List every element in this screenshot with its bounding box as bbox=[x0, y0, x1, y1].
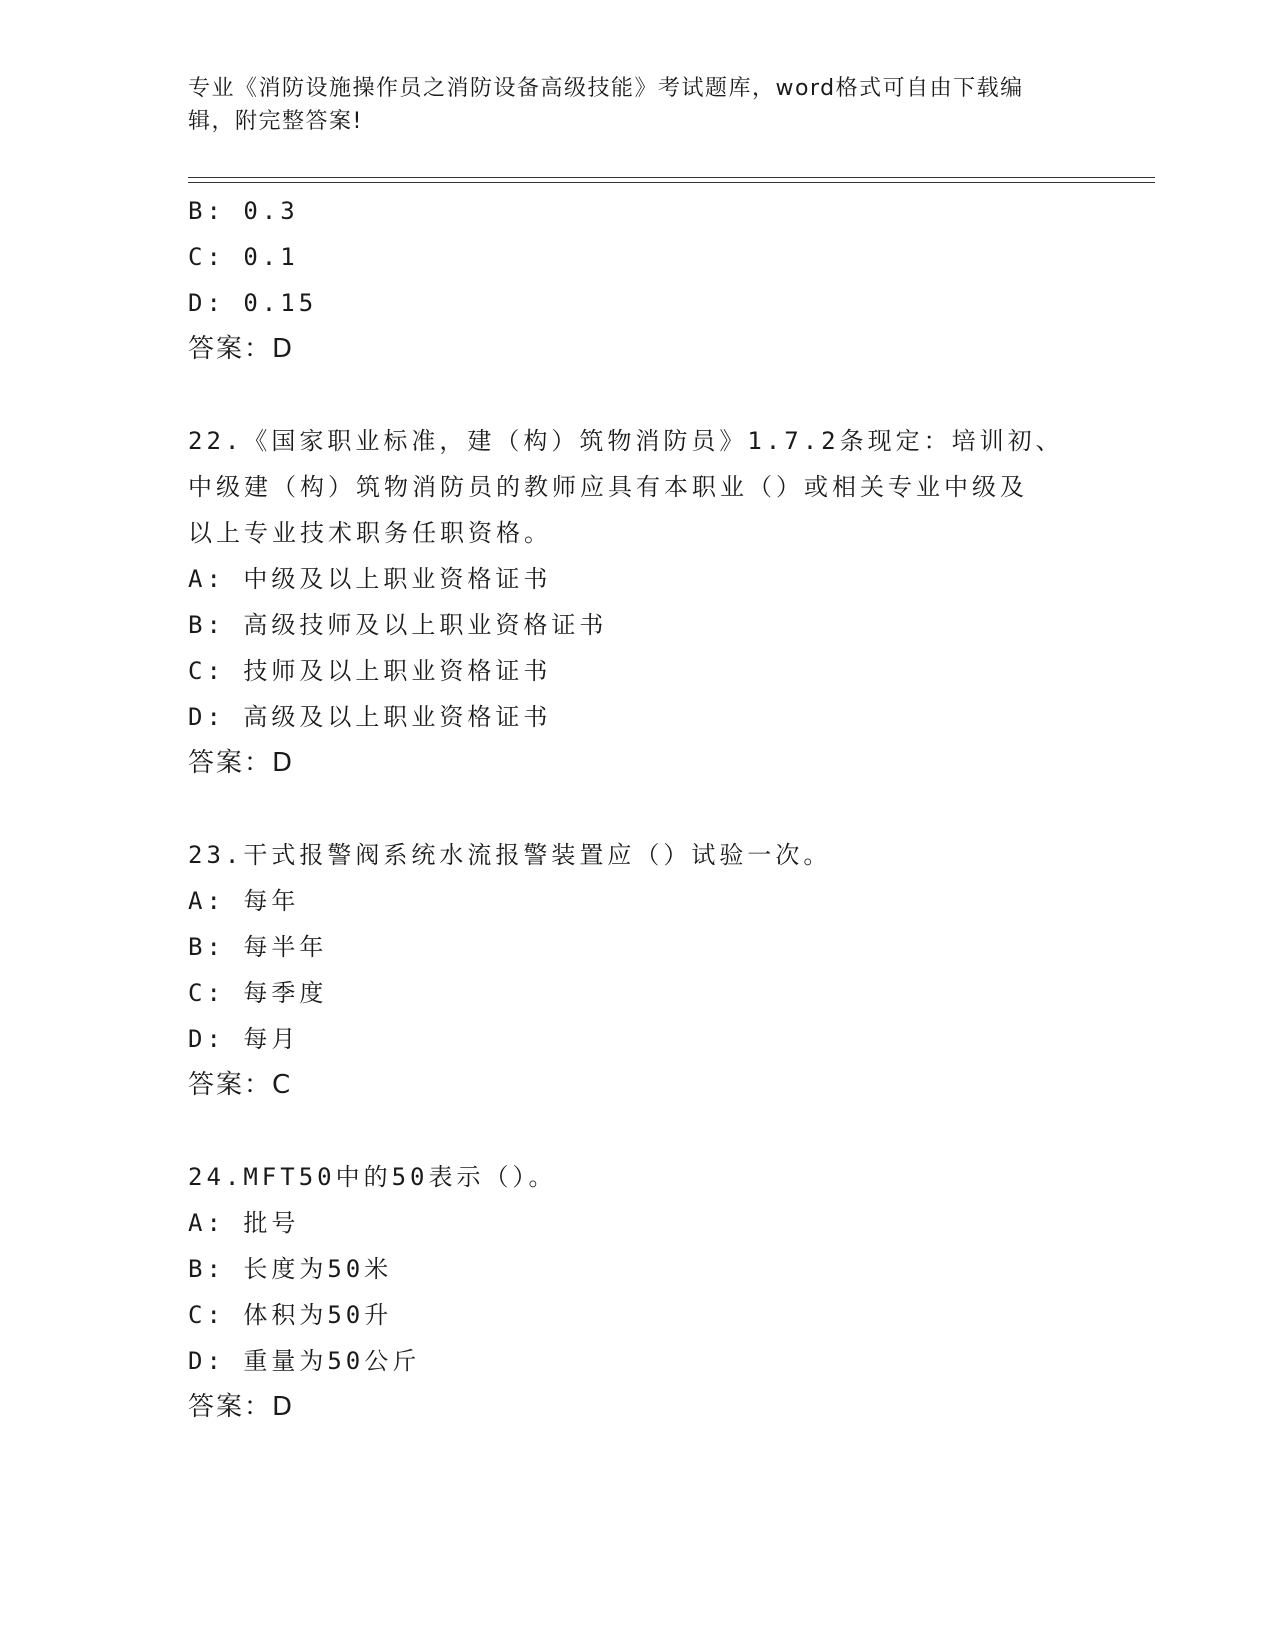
question-stem bbox=[188, 418, 1088, 556]
answer-line: 答案：C bbox=[188, 1070, 293, 1100]
option-b: B: 长度为50米 bbox=[188, 1255, 393, 1283]
stem-line: 23.干式报警阀系统水流报警装置应（）试验一次。 bbox=[188, 841, 832, 869]
header-divider-top bbox=[188, 177, 1155, 178]
option-d: D: 每月 bbox=[188, 1025, 300, 1053]
option-a: A: 批号 bbox=[188, 1209, 300, 1237]
option-c: C: 体积为50升 bbox=[188, 1301, 393, 1329]
option-b: B: 0.3 bbox=[188, 197, 299, 225]
answer-line: 答案：D bbox=[188, 1392, 295, 1422]
stem-line: 中级建（构）筑物消防员的教师应具有本职业（）或相关专业中级及 bbox=[188, 473, 1028, 501]
question-stem bbox=[188, 1154, 1088, 1200]
option-a: A: 每年 bbox=[188, 887, 300, 915]
question-24 bbox=[188, 1154, 1088, 1430]
answer-line: 答案：D bbox=[188, 748, 295, 778]
option-b: B: 每半年 bbox=[188, 933, 328, 961]
option-c: C: 0.1 bbox=[188, 243, 299, 271]
stem-line: 24.MFT50中的50表示（）。 bbox=[188, 1163, 557, 1191]
question-stem bbox=[188, 832, 1088, 878]
option-b: B: 高级技师及以上职业资格证书 bbox=[188, 611, 608, 639]
option-d: D: 0.15 bbox=[188, 289, 318, 317]
question-22 bbox=[188, 418, 1088, 786]
header-divider-bottom bbox=[188, 182, 1155, 183]
option-d: D: 重量为50公斤 bbox=[188, 1347, 421, 1375]
option-c: C: 技师及以上职业资格证书 bbox=[188, 657, 552, 685]
option-d: D: 高级及以上职业资格证书 bbox=[188, 703, 552, 731]
answer-line: 答案：D bbox=[188, 334, 295, 364]
question-21-partial bbox=[188, 188, 1088, 372]
question-list bbox=[188, 188, 1088, 1430]
stem-line: 以上专业技术职务任职资格。 bbox=[188, 519, 552, 547]
option-c: C: 每季度 bbox=[188, 979, 328, 1007]
question-23 bbox=[188, 832, 1088, 1108]
document-header: 专业《消防设施操作员之消防设备高级技能》考试题库，word格式可自由下载编辑，附完整答案! bbox=[188, 76, 1024, 134]
option-a: A: 中级及以上职业资格证书 bbox=[188, 565, 552, 593]
stem-line: 22.《国家职业标准，建（构）筑物消防员》1.7.2条现定：培训初、 bbox=[188, 427, 1064, 455]
